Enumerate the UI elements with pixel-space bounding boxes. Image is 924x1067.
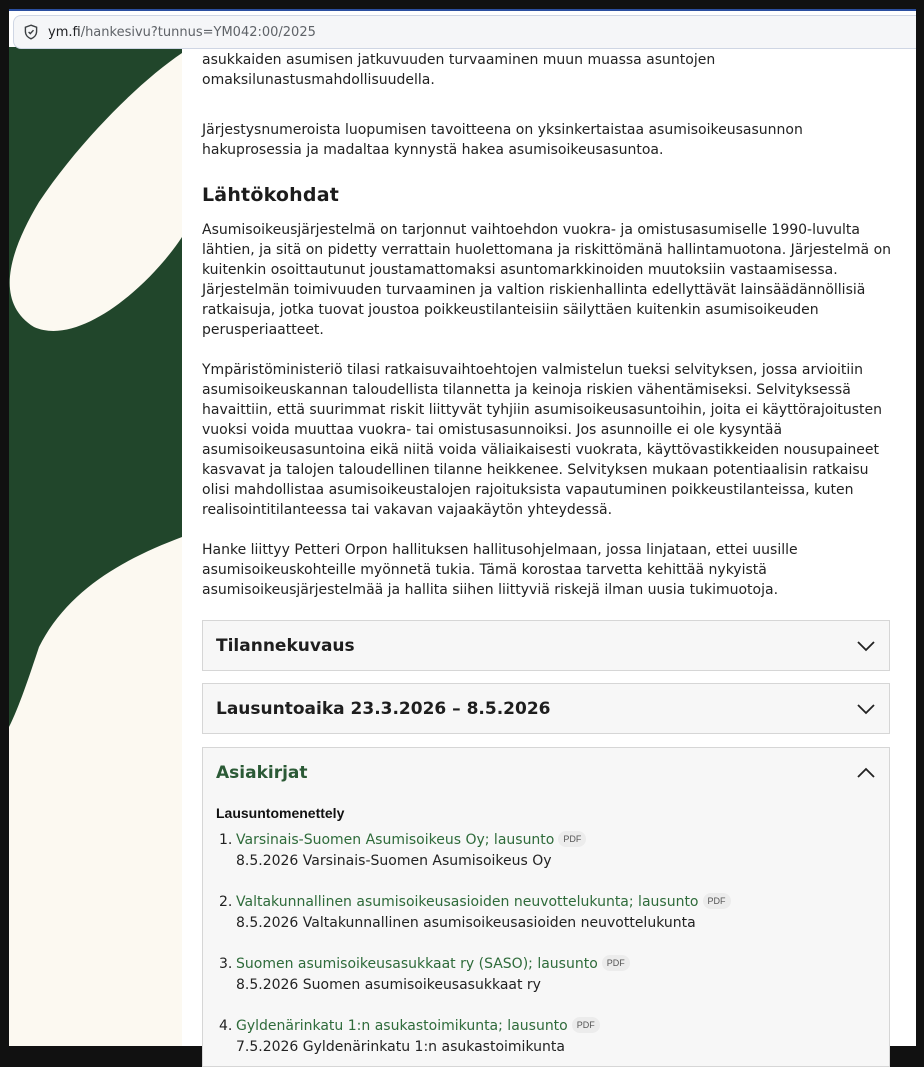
shield-icon xyxy=(14,18,48,46)
article-body xyxy=(202,50,892,90)
leaf-pattern-graphic xyxy=(9,47,182,1046)
pdf-badge: PDF xyxy=(558,831,586,847)
document-link[interactable]: Valtakunnallinen asumisoikeusasioiden neuvottelukunta; lausunto xyxy=(236,894,699,910)
document-meta: 8.5.2026 Varsinais-Suomen Asumisoikeus Oy xyxy=(236,853,552,869)
background-paragraph-3: Hanke liittyy Petteri Orpon hallituksen hallitusohjelmaan, jossa linjataan, ettei uusille asumisoikeuskohteille myönnetä tukia. Tämä korostaa tarvetta kehittää nykyistä asumisoikeusjärjestelmää ja hallita siihen liittyviä riskejä ilman uusia tukimuotoja. xyxy=(202,542,798,598)
background-paragraph-1: Asumisoikeusjärjestelmä on tarjonnut vaihtoehdon vuokra- ja omistusasumiselle 1990-luvulta lähtien, ja sitä on pidetty verrattain huolettomana ja riskittömänä hallintamuotona. Järjestelmä on kuitenkin osoittautunut joustamattomaksi asuntomarkkinoiden muutoksiin vastaamisessa. Järjestelmän toimivuuden turvaaminen ja valtion riskienhallinta edellyttävät lainsäädännöllisiä ratkaisuja, jotka tuovat joustoa poikkeustilanteisiin säilyttäen kuitenkin asumisoikeuden perusperiaatteet. xyxy=(202,222,892,338)
url-text xyxy=(48,25,316,40)
intro-paragraph-2: Järjestysnumeroista luopumisen tavoitteena on yksinkertaistaa asumisoikeusasunnon hakuprosessia ja madaltaa kynnystä hakea asumisoikeusasuntoa. xyxy=(202,122,803,158)
document-list xyxy=(203,829,889,1057)
accordion-tilannekuvaus xyxy=(202,620,890,671)
list-item xyxy=(203,829,889,871)
list-item xyxy=(203,1015,889,1057)
document-link[interactable]: Suomen asumisoikeusasukkaat ry (SASO); lausunto xyxy=(236,956,598,972)
section-heading-wrap xyxy=(202,184,892,206)
url-field[interactable] xyxy=(13,15,916,49)
accordion-lausuntoaika xyxy=(202,683,890,734)
article-paragraph xyxy=(202,540,892,600)
pdf-badge: PDF xyxy=(703,893,731,909)
accordion-header-tilannekuvaus[interactable] xyxy=(203,621,889,670)
list-number: 4. xyxy=(219,1018,233,1034)
main-content xyxy=(182,47,916,1055)
pdf-badge: PDF xyxy=(602,955,630,971)
accordion-title: Asiakirjat xyxy=(216,762,308,783)
chevron-up-icon xyxy=(855,762,877,784)
accordion-title: Tilannekuvaus xyxy=(216,635,355,656)
list-item xyxy=(203,891,889,933)
documents-panel xyxy=(203,805,889,1057)
url-domain: ym.fi xyxy=(48,24,81,40)
chevron-down-icon xyxy=(855,698,877,720)
list-number: 1. xyxy=(219,832,233,848)
document-link[interactable]: Varsinais-Suomen Asumisoikeus Oy; lausunto xyxy=(236,832,555,848)
accordion-header-asiakirjat[interactable] xyxy=(203,748,889,797)
accordion-header-lausuntoaika[interactable] xyxy=(203,684,889,733)
article-paragraph xyxy=(202,220,892,340)
document-link[interactable]: Gyldenärinkatu 1:n asukastoimikunta; lausunto xyxy=(236,1018,568,1034)
url-path: /hankesivu?tunnus=YM042:00/2025 xyxy=(80,24,316,40)
decorative-side-panel xyxy=(9,47,182,1046)
pdf-badge: PDF xyxy=(572,1017,600,1033)
document-meta: 8.5.2026 Suomen asumisoikeusasukkaat ry xyxy=(236,977,541,993)
documents-section-title: Lausuntomenettely xyxy=(216,805,345,821)
chevron-down-icon xyxy=(855,635,877,657)
document-meta: 8.5.2026 Valtakunnallinen asumisoikeusasioiden neuvottelukunta xyxy=(236,915,696,931)
section-heading-lahtokohdat: Lähtökohdat xyxy=(202,184,339,206)
browser-window xyxy=(9,9,916,1055)
intro-paragraph-tail: asukkaiden asumisen jatkuvuuden turvaaminen muun muassa asuntojen omaksilunastusmahdollisuudella. xyxy=(202,52,716,88)
list-number: 2. xyxy=(219,894,233,910)
document-meta: 7.5.2026 Gyldenärinkatu 1:n asukastoimikunta xyxy=(236,1039,565,1055)
accordion-asiakirjat xyxy=(202,747,890,1067)
article-paragraph xyxy=(202,120,892,160)
list-item xyxy=(203,953,889,995)
address-bar xyxy=(9,9,916,47)
background-paragraph-2: Ympäristöministeriö tilasi ratkaisuvaihtoehtojen valmistelun tueksi selvityksen, jossa arvioitiin asumisoikeuskannan taloudellista tilannetta ja keinoja riskien vähentämiseksi. Selvityksessä havaittiin, että suurimmat riskit liittyvät tyhjiin asumisoikeusasuntoihin, joita ei käyttörajoitusten vuoksi voida muuttaa vuokra- tai omistusasunnoiksi. Jos asunnoille ei ole kysyntää asumisoikeusasuntoina eikä niitä voida väliaikaisesti vuokrata, käyttövastikkeiden nousupaineet kasvavat ja talojen taloudellinen tilanne heikkenee. Selvityksen mukaan potentiaalisin ratkaisu olisi mahdollistaa asumisoikeustalojen rajoituksista vapautuminen poikkeustilanteissa, kuten realisointitilanteessa tai vakavan vajaakäytön yhteydessä. xyxy=(202,362,882,518)
article-paragraph xyxy=(202,360,892,520)
accordion-title: Lausuntoaika 23.3.2026 – 8.5.2026 xyxy=(216,698,551,719)
list-number: 3. xyxy=(219,956,233,972)
